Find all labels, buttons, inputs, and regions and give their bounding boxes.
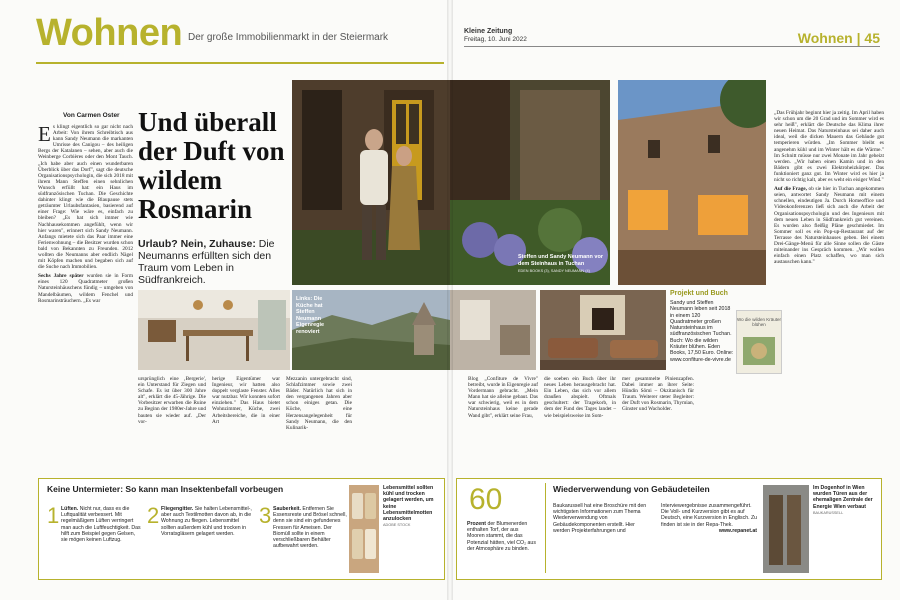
column-4-text: Mezzanin untergebracht sind, Schlafzimmer sowie zwei Bäder. Natürlich hat sich in den vergangenen Jahren aber schon einiges getan. Die Küche, eine Herzensangelegenheit für Sandy Neumann, die den Kulinarik-	[286, 376, 352, 431]
reuse-title: Wiederverwendung von Gebäudeteilen	[553, 484, 710, 494]
byline: Von Carmen Oster	[63, 112, 120, 119]
column-3-text: herige Eigentümer war Ingenieur, wir hatten also doppelt verglaste Fenster. Alles war nutzbar. Wir konnten sofort einziehen." Das Haus bietet Wohnzimmer, Küche, zwei Arbeitsbereiche, die in einer Art	[212, 376, 280, 425]
article-column-3	[212, 376, 280, 466]
column-c-text: mer gesammelte Pinienzapfen. Dabei immer an ihrer Seite: Hündin Sômi – Okzitanisch für Traum. Weiterer steter Begleiter: der Duft von Rosmarin, Thymian, Ginster und Wacholder.	[622, 376, 694, 413]
right-page	[450, 0, 900, 600]
strip-divider	[545, 483, 546, 573]
section-subtitle: Der große Immobilienmarkt in der Steiermark	[188, 32, 389, 43]
column-d-text-2: ob sie hier in Tuchan angekommen seien, antwortet Sandy Neumann mit einem schnellen, eindeutigen Ja. Durch Homeoffice und Videokonferenzen ließ sich auch die Arbeit der Organisationspsychologin und des Ingenieurs mit dem neuen Leben in Südfrankreich gut vereinen. Es wurden also fleißig Pläne geschmiedet. Im Sommer soll es ein Pop-up-Restaurant auf der Terrasse des Natursteinhauses geben. Bei einem Drei-Gänge-Menü für alle Sinne sollen die Gäste miteinander ins Gespräch kommen. „Wir wollen einfach einen Platz schaffen, wo man sich austauschen kann."	[774, 186, 885, 266]
deck	[138, 238, 298, 286]
subhead-lead: Sechs Jahre später	[38, 273, 84, 280]
project-box-title: Projekt und Buch	[670, 290, 728, 297]
page-gutter	[447, 0, 453, 600]
article-column-4	[286, 376, 352, 466]
section-title: Wohnen	[36, 12, 183, 54]
kitchen-photo	[138, 290, 290, 370]
paper-info	[464, 28, 527, 44]
living-room-photo	[540, 290, 666, 370]
doors-photo	[763, 485, 809, 573]
reuse-col-2	[661, 503, 757, 534]
page-header-right: Wohnen | 45	[797, 30, 880, 46]
tip-3	[273, 506, 347, 549]
jars-caption	[383, 485, 439, 528]
column-b-text: die soeben ein Buch über ihr neues Leben herausgebracht hat. Ein Leben, das sich vor allem draußen abspielt. Oftmals geschultert: der Tragekorb, in dem der Fund des Tages landet – wie beispielsweise im Som-	[544, 376, 616, 419]
kitchen-caption: Links: Die Küche hat Steffen Neumann Eigenregie renoviert	[296, 296, 325, 335]
doors-credit: BAUKARUSSELL	[813, 510, 844, 515]
jars-caption-text: Lebensmittel sollten kühl und trocken gelagert werden, um keine Lebensmittelmotten anzulocken	[383, 485, 434, 523]
header-rule	[36, 62, 444, 64]
stat-text	[467, 521, 537, 552]
headline: Und überall der Duft von wildem Rosmarin	[138, 107, 285, 224]
tip-2-number: 2	[147, 503, 160, 528]
project-box-text: Sandy und Steffen Neumann leben seit 2018 in einem 120 Quadratmeter großen Natursteinhaus im südfranzösischen Tuchan. Buch: Wo die wilden Kräuter blühen. Eden Books, 17,50 Euro. Online: www.confiture-de-vivre.de	[670, 300, 734, 363]
issue-date: Freitag, 10. Juni 2022	[464, 36, 527, 43]
article-column-right	[774, 110, 884, 470]
couple-caption: Steffen und Sandy Neumann vor dem Steinhaus in Tuchan	[518, 254, 603, 267]
tip-3-number: 3	[259, 503, 272, 528]
doors-caption	[813, 485, 875, 516]
header-rule-right	[464, 46, 880, 47]
stat-body: der Blumenerden enthalten Torf, der aus Mooren stammt, die das Potenzial hätten, viel CO₂ aus der Atmosphäre zu binden.	[467, 521, 536, 552]
drop-cap: E	[38, 122, 51, 146]
article-column-1	[38, 124, 133, 374]
page-number: 45	[864, 30, 880, 46]
insect-tips-box	[38, 478, 445, 580]
deck-text: Die Neumanns erfüllten sich den Traum vom Leben in Südfrankreich.	[138, 238, 275, 286]
insect-tips-title: Keine Untermieter: So kann man Insektenbefall vorbeugen	[47, 484, 284, 494]
section-name: Wohnen	[797, 30, 853, 46]
tip-1-number: 1	[47, 503, 60, 528]
reuse-col-1: Baukarussell hat eine Broschüre mit den wichtigsten Informationen zum Thema Wiederverwendung von Gebäudekomponenten erstellt. Hier werden Projekterfahrungen und	[553, 503, 647, 534]
column-1-text-2: wurden sie in Form eines 120 Quadratmeter großen Natursteinhäuschens fündig – umgeben von Mandelbäumen, wildem Fenchel und Rosmarinsträuchern. „Es war	[38, 273, 133, 304]
tip-2-lead: Fliegengitter.	[161, 506, 194, 512]
tip-1	[61, 506, 141, 543]
column-2-text: ursprünglich eine ‚Bergerie', ein Unterstand für Ziegen und Schafe. Es ist über 300 Jahre alt", erklärt die 45-Jährige. Die Vorbesitzer erwarben die Ruine zu Beginn der 1980er-Jahre und bauten sie wieder auf. „Der vor-	[138, 376, 206, 425]
jars-credit: ADOBE STOCK	[383, 523, 411, 528]
doors-caption-text: Im Dogenhof in Wien wurden Türen aus der ehemaligen Zentrale der Energie Wien verbaut	[813, 485, 873, 510]
tip-3-lead: Sauberkeit.	[273, 506, 301, 512]
deck-lead: Urlaub? Nein, Zuhause:	[138, 238, 256, 250]
column-d-text: „Das Frühjahr beginnt hier ja zeitig. Im April haben wir schon um die 20 Grad und im Sommer wird es sehr heiß", erklärt die Deutsche das Klima ihrer neuen Heimat. Das Natursteinhaus sei daher auch ideal, weil die dicken Mauern das Gebäude gut temperieren würden. „Im Sommer bleibt es angenehm kühl und im Winter hält es die Wärme." Im Schnitt müsse nur zwei Monate im Jahr geheizt werden. „Wir haben einen Kamin und in den Bädern gibt es zwei Elektroheizkörper. Das funktioniert ganz gut. Im Winter wird es hier ja nicht so richtig kalt, aber es weht ein eisiger Wind."	[774, 110, 884, 184]
paper-name: Kleine Zeitung	[464, 28, 513, 35]
article-column-2	[138, 376, 206, 466]
stat-number: 60	[469, 483, 503, 516]
jars-photo	[349, 485, 379, 573]
building-reuse-box	[456, 478, 882, 580]
bedroom-photo	[450, 290, 536, 370]
reuse-link[interactable]: www.repanet.at	[718, 527, 757, 534]
book-title: Wo die wilden Kräuter blühen	[737, 317, 781, 327]
tip-1-text: Nicht nur, dass es die Luftqualität verbessert. Mit regelmäßigem Lüften verringert man auch die Luftfeuchtigkeit. Das hilft zum Beispiel gegen Gelsen, sie mögen keinen Luftzug.	[61, 506, 141, 544]
column-a-text: Blog „Confiture de Vivre" betreibt, wurde in Eigenregie auf Vordermann gebracht. „Mein Mann hat sie alleine gebaut. Das war schwierig, weil es in dem Natursteinhaus keine gerade Wand gibt", erklärt seine Frau,	[468, 376, 538, 419]
tip-3-text: Entfernen Sie Essensreste und Brösel schnell, denn sie sind ein gefundenes Fressen für Ameisen. Der Biomüll sollte in einem verschließbaren Behälter aufbewahrt werden.	[273, 506, 347, 550]
tip-1-lead: Lüften.	[61, 506, 79, 512]
couple-photo	[292, 80, 450, 285]
subhead-lead-2: Auf die Frage,	[774, 186, 807, 193]
tip-2-text: Sie halten Lebensmittel-, aber auch Textilmotten davon ab, in die Wohnung zu fliegen. Lebensmittel sollten außerdem kühl und trocken in Vorratsgläsern gelagert werden.	[161, 506, 252, 537]
tip-2	[161, 506, 253, 537]
house-photo	[618, 80, 766, 285]
reuse-col-2-text: Interviewergebnisse zusammengeführt. Die Voll- und Kurzversion gibt es auf Deutsch, eine Kurzversion in Englisch. Zu finden ist sie in der Repa-Thek.	[661, 503, 758, 528]
column-1-text: s klingt eigentlich so gar nicht nach Arbeit: Von ihrem Schreibtisch aus kann Sandy Neumann die markanten Umrisse des Canigou – des heiligen Bergs der Katalanen – sehen, aber auch die Weinberge Corbières oder den Mont Tauch. „Ich habe aber auch einen wunderbaren Überblick über das Dorf", sagt die deutsche Organisationspsychologin, die sich 2018 mit ihrem Mann Steffen einen sehnlichen Wunsch erfüllt hat: ein Haus im südfranzösischen Tuchan. Die Geschichte dahinter klingt wie die Blaupause stets geträumter Urlaubsfantasien, basierend auf einer Frage: Wie wäre es, einfach zu bleiben? „Es hat sich immer wie Nachhausekommen angefühlt, wenn wir hier waren", erinnert sich Sandy Neumann. Anfangs mietete sich das Paar immer eine Ferienwohnung – die Besitzer wurden schon bald von Bekannten zu Freunden. 2012 wollten die Neumanns aber endlich Nägel mit Köpfen machen und begaben sich auf die Suche nach Immobilien.	[38, 124, 133, 271]
article-column-b	[544, 376, 616, 468]
couple-credit: EDEN BOOKS (3), SANDY NEUMANN (4)	[518, 269, 590, 273]
stat-lead: Prozent	[467, 521, 487, 527]
article-column-c	[622, 376, 694, 468]
article-column-a	[468, 376, 538, 468]
